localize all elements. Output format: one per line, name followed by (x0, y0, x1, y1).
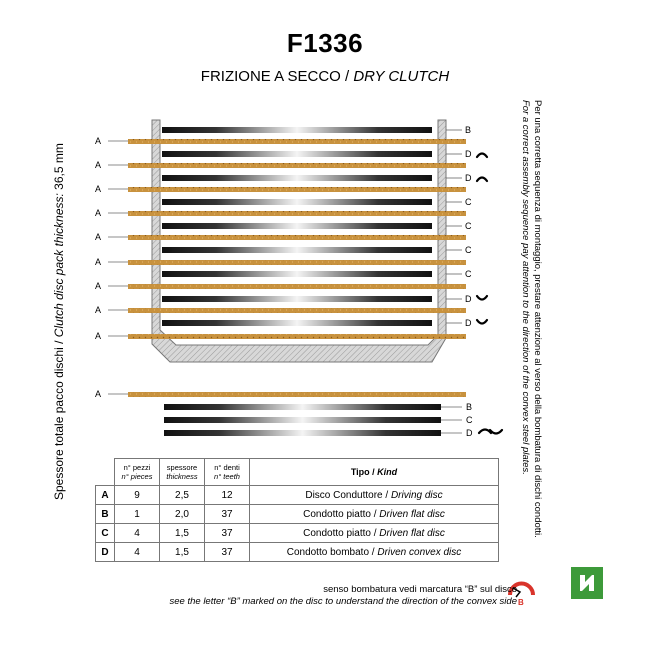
cell-kind: Condotto piatto / Driven flat disc (250, 524, 499, 543)
steel-plate (162, 223, 432, 229)
stack-label-left: A (95, 184, 102, 194)
friction-disc (128, 284, 466, 289)
steel-plate (162, 296, 432, 302)
friction-disc (128, 163, 466, 168)
table-row (96, 524, 499, 543)
stack-label-right: C (465, 197, 472, 207)
steel-plate (162, 199, 432, 205)
stack-label-left: A (95, 257, 102, 267)
stack-label-left: A (95, 331, 102, 341)
cell-teeth: 37 (205, 524, 250, 543)
stack-label-right: D (465, 173, 472, 183)
stack-label-right: D (465, 318, 472, 328)
convex-down-icon (490, 430, 502, 434)
convex-down-icon (477, 296, 487, 300)
table-header-corner (96, 459, 115, 486)
convex-down-icon (477, 320, 487, 324)
stack-label-bottom-left: A (95, 389, 102, 399)
col-teeth: n° denti n° teeth (205, 459, 250, 486)
pack-thickness-en: Clutch disc pack thickness: (52, 193, 66, 338)
friction-disc (128, 260, 466, 265)
col-thickness: spessore thickness (160, 459, 205, 486)
table-row (96, 543, 499, 562)
subtitle-en: DRY CLUTCH (353, 68, 450, 85)
subtitle-it: FRIZIONE A SECCO (200, 68, 341, 85)
stack-label-left: A (95, 305, 102, 315)
steel-plate (162, 127, 432, 133)
stack-label-left: A (95, 281, 102, 291)
steel-plate (162, 175, 432, 181)
stack-label-left: A (95, 136, 102, 146)
friction-disc (128, 211, 466, 216)
col-kind: Tipo / Kind (250, 459, 499, 486)
stack-label-right: D (465, 149, 472, 159)
assembly-note-it: Per una corretta sequenza di montaggio, prestare attenzione al verso della bombatura di dischi condotti. (532, 100, 543, 538)
friction-disc (128, 235, 466, 240)
table-header-row (96, 459, 499, 486)
cell-pieces: 4 (115, 524, 160, 543)
friction-disc (128, 139, 466, 144)
steel-plate (162, 151, 432, 157)
stack-label-right: C (465, 245, 472, 255)
row-letter: D (96, 543, 115, 562)
pack-thickness-it: Spessore totale pacco dischi (52, 347, 66, 500)
cell-kind: Disco Conduttore / Driving disc (250, 486, 499, 505)
stack-label-right: C (465, 269, 472, 279)
steel-plate (162, 271, 432, 277)
pack-thickness-value: 36,5 mm (52, 143, 66, 194)
cell-kind: Condotto bombato / Driven convex disc (250, 543, 499, 562)
convex-note-it: senso bombatura vedi marcatura “B” sul disco (323, 584, 517, 595)
cell-kind: Condotto piatto / Driven flat disc (250, 505, 499, 524)
marker-letter: B (518, 598, 524, 607)
cell-thickness: 2,5 (160, 486, 205, 505)
col-pieces: n° pezzi n° pieces (115, 459, 160, 486)
steel-plate (162, 247, 432, 253)
convex-up-icon (477, 154, 487, 158)
cell-thickness: 1,5 (160, 524, 205, 543)
stack-label-bottom-right: B (466, 402, 473, 412)
cell-thickness: 1,5 (160, 543, 205, 562)
friction-disc (128, 308, 466, 313)
stack-label-bottom-right: C (466, 415, 473, 425)
stack-label-right: D (465, 294, 472, 304)
row-letter: C (96, 524, 115, 543)
row-letter: A (96, 486, 115, 505)
table-row (96, 505, 499, 524)
steel-plate (162, 320, 432, 326)
cell-teeth: 37 (205, 543, 250, 562)
parts-table (95, 458, 499, 562)
stack-label-right: C (465, 221, 472, 231)
steel-plate (164, 404, 441, 410)
stack-label-left: A (95, 232, 102, 242)
table-row (96, 486, 499, 505)
steel-plate (164, 430, 441, 436)
stack-label-bottom-right: D (466, 428, 473, 438)
steel-plate (164, 417, 441, 423)
stack-label-right: B (465, 125, 472, 135)
brand-logo (571, 567, 603, 599)
friction-disc (128, 187, 466, 192)
row-letter: B (96, 505, 115, 524)
lightning-icon (571, 567, 603, 599)
cell-pieces: 4 (115, 543, 160, 562)
cell-thickness: 2,0 (160, 505, 205, 524)
page-title: F1336 (286, 28, 364, 58)
cell-teeth: 12 (205, 486, 250, 505)
cell-pieces: 1 (115, 505, 160, 524)
cell-teeth: 37 (205, 505, 250, 524)
convex-note-en: see the letter “B” marked on the disc to understand the direction of the convex side (169, 596, 517, 607)
stack-label-left: A (95, 160, 102, 170)
friction-disc (128, 392, 466, 397)
assembly-note-en: For a correct assembly sequence pay attention to the direction of the convex steel plates. (520, 100, 531, 475)
subtitle-sep: / (340, 68, 354, 85)
pack-thickness-sep: / (52, 337, 66, 348)
convex-up-icon (477, 178, 487, 182)
friction-disc (128, 334, 466, 339)
cell-pieces: 9 (115, 486, 160, 505)
stack-label-left: A (95, 208, 102, 218)
